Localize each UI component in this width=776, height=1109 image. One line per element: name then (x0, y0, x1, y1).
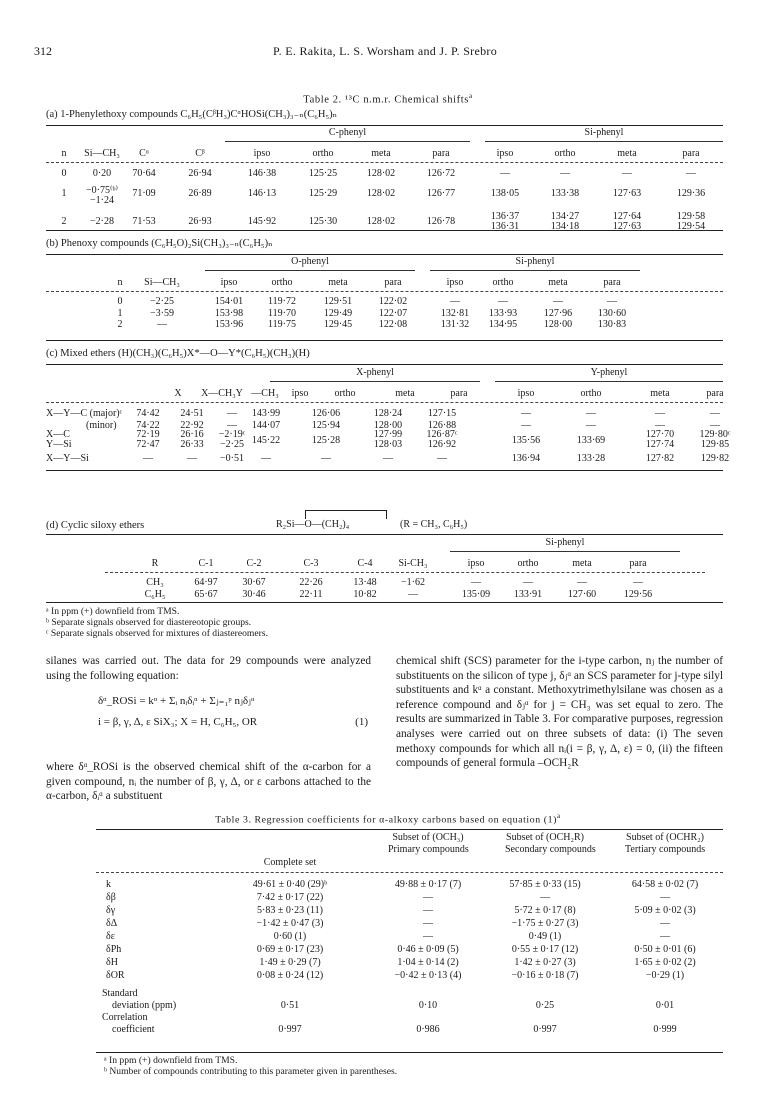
r-definition: (R = CH₃, C₆H₅) (400, 519, 468, 530)
cell-r0-c0: 0 (61, 168, 67, 179)
cell-b-r2-c0: 2 (117, 319, 123, 330)
cell-c-r2-c8: 135·56 (511, 435, 541, 446)
cell-b-r2-c2: 153·96 (214, 319, 244, 330)
cell-d-r0-c3: 22·26 (299, 577, 323, 588)
cell-b-r2-c9: 130·83 (597, 319, 627, 330)
col-header-b-3: ortho (271, 277, 293, 288)
cell-c-r1-c10: — (655, 420, 665, 431)
table2a-caption: (a) 1-Phenylethoxy compounds C₆H₅(CᵝH₃)CᵅHOSi(CH₃)₃₋ₙ(C₆H₅)ₙ (46, 109, 338, 120)
cell-r0-c2: 70·64 (132, 168, 156, 179)
cell-b-r1-c7: 133·93 (488, 307, 518, 319)
col-header-d-6: ipso (467, 558, 485, 569)
table3-stat-r1-c3: 0·997 (533, 1024, 557, 1035)
cell-c-r2-c10: 127·70 127·74 (645, 429, 675, 450)
table3-cell-r7-c3: −0·16 ± 0·18 (7) (511, 970, 579, 981)
col-header-b-5: para (384, 277, 402, 288)
cell-d-r1-c6: 135·09 (461, 588, 491, 600)
cell-c-r1-label: (minor) (86, 420, 117, 431)
y-phenyl-group-underline (495, 381, 723, 382)
cell-r1-c11: 129·36 (676, 188, 706, 199)
cell-b-r2-c5: 122·08 (378, 319, 408, 330)
cell-c-r1-c4: 144·07 (251, 420, 281, 431)
col-header-5: ortho (312, 148, 334, 159)
cell-c-r2-c6: 127·99 128·03 (373, 429, 403, 450)
cell-b-r0-c5: 122·02 (378, 296, 408, 307)
col-header-1: Si—CH₃ (84, 148, 120, 159)
cell-c-r0-c5: 126·06 (311, 408, 341, 419)
cell-c-r2-c7: 126·87ᶜ 126·92 (426, 429, 458, 450)
cell-b-r1-c9: 130·60 (597, 307, 627, 319)
cell-c-r1-c9: — (586, 420, 596, 431)
table3-cell-r4-c1: 0·60 (1) (273, 931, 307, 942)
table2-footnote-c: ᶜ Separate signals observed for mixtures of diastereomers. (46, 628, 268, 639)
table2d-top-rule (46, 534, 723, 535)
table3-cell-r0-c2: 49·88 ± 0·17 (7) (394, 879, 462, 890)
table3-cell-r5-c1: 0·69 ± 0·17 (23) (256, 944, 324, 955)
col-header-d-4: C-4 (357, 558, 373, 569)
table3-title: Table 3. Regression coefficients for α-alkoxy carbons based on equation $(1)^a$ (215, 812, 561, 826)
cell-d-r0-c5: −1·62 (401, 577, 425, 588)
col-header-d-1: C-1 (198, 558, 214, 569)
col-header-d-0: R (151, 558, 159, 569)
table2d-header-rule (105, 572, 705, 573)
x-phenyl-group: X-phenyl (356, 367, 394, 378)
cell-c-r2-c1: 72·19 72·47 (136, 429, 160, 450)
cell-c-r1-c6: 128·00 (373, 420, 403, 431)
cell-b-r1-c3: 119·70 (268, 307, 296, 319)
cell-d-r0-c1: 64·97 (194, 577, 218, 588)
cell-c-r0-c11: — (710, 408, 720, 419)
cell-r0-c3: 26·94 (188, 168, 212, 179)
table3-cell-r6-c2: 1·04 ± 0·14 (2) (397, 957, 459, 968)
table2d-caption: (d) Cyclic siloxy ethers (46, 520, 145, 531)
cell-d-r0-c8: — (577, 577, 587, 588)
table3-col-header-4-0: Subset of (OCHR₂) (626, 832, 704, 843)
table3-cell-r0-c3: 57·85 ± 0·33 (15) (509, 879, 581, 890)
table3-row-label-6: δH (106, 957, 118, 968)
col-header-c-3: ipso (291, 388, 309, 399)
cell-d-r0-c9: — (633, 577, 643, 588)
table3-row-label-1: δβ (106, 892, 116, 903)
table3-cell-r7-c4: −0·29 (1) (645, 970, 685, 981)
table3-cell-r4-c4: — (660, 931, 670, 942)
cell-b-r1-c1: −3·59 (150, 307, 174, 319)
table3-cell-r2-c3: 5·72 ± 0·17 (8) (514, 905, 576, 916)
cell-b-r0-c6: — (450, 296, 460, 307)
col-header-c-5: meta (395, 388, 415, 399)
table3-row-label-5: δPh (106, 944, 122, 955)
cell-d-r0-c2: 30·67 (242, 577, 266, 588)
table3-cell-r1-c3: — (540, 892, 550, 903)
table3-stat-r0-c3: 0·25 (535, 1000, 555, 1011)
col-header-d-2: C-2 (246, 558, 262, 569)
col-header-c-4: ortho (334, 388, 356, 399)
body-left-para2: where δᵅ_ROSi is the observed chemical shift of the α-carbon for a given compound, nᵢ the number of β, γ, Δ, or ε carbons attached to the α-carbon, δᵢᵅ a substituent (46, 761, 371, 803)
y-phenyl-group: Y-phenyl (590, 367, 628, 378)
cell-r2-c7: 126·78 (426, 216, 456, 227)
cell-r0-c5: 125·25 (308, 168, 338, 179)
cell-b-r0-c4: 129·51 (323, 296, 353, 307)
cell-d-r1-c7: 133·91 (513, 588, 543, 600)
cell-r2-c2: 71·53 (132, 216, 156, 227)
cell-b-r0-c0: 0 (117, 296, 123, 307)
cell-d-r0-c6: — (471, 577, 481, 588)
col-header-d-5: Si-CH₃ (398, 558, 428, 569)
cell-c-r0-c10: — (655, 408, 665, 419)
si-phenyl-group-b-underline (430, 270, 640, 271)
table3-stat-label-0-b: deviation (ppm) (112, 1000, 177, 1011)
col-header-b-2: ipso (220, 277, 238, 288)
table3-footnote-a: ᵃ In ppm (+) downfield from TMS. (104, 1055, 238, 1066)
table2-footnote-a: ᵃ In ppm (+) downfield from TMS. (46, 606, 180, 617)
table2a-top-rule (46, 125, 723, 126)
x-phenyl-group-underline (270, 381, 480, 382)
col-header-b-6: ipso (446, 277, 464, 288)
table3-cell-r4-c2: — (423, 931, 433, 942)
table3-stat-label-0-a: Standard (102, 988, 138, 999)
cell-r1-c0: 1 (61, 188, 67, 199)
table3-stat-label-1-a: Correlation (102, 1012, 148, 1023)
col-header-b-0: n (117, 277, 123, 288)
cell-r0-c8: — (500, 168, 510, 179)
cell-c-r2-c9: 133·69 (576, 435, 606, 446)
cell-c-r2-c4: 145·22 (251, 435, 281, 446)
table2a-header-rule (46, 162, 723, 163)
cell-c-r2-label: X—C Y—Si (46, 429, 72, 450)
col-header-7: para (432, 148, 450, 159)
table3-stat-r0-c1: 0·51 (280, 1000, 300, 1011)
page-number: 312 (34, 44, 52, 58)
col-header-11: para (682, 148, 700, 159)
equation-conditions: i = β, γ, Δ, ε SiX₃; X = H, C₆H₅, OR (1) (98, 715, 368, 728)
cell-c-r2-c3: −2·19ᶜ −2·25 (218, 429, 246, 450)
table3-cell-r6-c3: 1·42 ± 0·27 (3) (514, 957, 576, 968)
cell-r0-c10: — (622, 168, 632, 179)
col-header-3: Cᵝ (195, 148, 205, 159)
col-header-b-9: para (603, 277, 621, 288)
si-phenyl-group-underline (485, 141, 723, 142)
table3-cell-r1-c4: — (660, 892, 670, 903)
cell-d-r1-c9: 129·56 (623, 588, 653, 600)
cell-c-r3-c8: 136·94 (511, 453, 541, 464)
table3-cell-r5-c4: 0·50 ± 0·01 (6) (634, 944, 696, 955)
cell-b-r0-c7: — (498, 296, 508, 307)
author-line: P. E. Rakita, L. S. Worsham and J. P. Srebro (272, 44, 497, 58)
ring-bracket (305, 510, 387, 519)
table3-cell-r1-c1: 7·42 ± 0·17 (22) (256, 892, 324, 903)
table3-row-label-4: δε (106, 931, 115, 942)
cell-d-r1-c1: 65·67 (194, 588, 218, 600)
table2c-top-rule (46, 364, 723, 365)
table2b-top-rule (46, 254, 723, 255)
col-header-c-0: X (174, 388, 182, 399)
cell-r1-c4: 146·13 (247, 188, 277, 199)
table3-col-header-1-0: Complete set (263, 857, 317, 868)
col-header-0: n (61, 148, 67, 159)
cell-r1-c9: 133·38 (550, 188, 580, 199)
cell-b-r2-c3: 119·75 (268, 319, 296, 330)
cell-r1-c2: 71·09 (132, 188, 156, 199)
table3-col-header-3-1: Secondary compounds (505, 844, 596, 855)
cell-c-r3-c7: — (437, 453, 447, 464)
table3-cell-r6-c4: 1·65 ± 0·02 (2) (634, 957, 696, 968)
table2c-bottom-rule (46, 470, 723, 471)
equation-number: (1) (355, 715, 368, 728)
cell-c-r2-c5: 125·28 (311, 435, 341, 446)
col-header-c-10: para (706, 388, 724, 399)
col-header-b-8: meta (548, 277, 568, 288)
table3-cell-r2-c1: 5·83 ± 0·23 (11) (257, 905, 323, 916)
col-header-8: ipso (496, 148, 514, 159)
cell-r0-c1: 0·20 (92, 168, 112, 179)
cell-c-r3-c1: — (143, 453, 153, 464)
table3-col-header-2-1: Primary compounds (388, 844, 469, 855)
cell-r2-c11: 129·58 129·54 (676, 211, 706, 232)
table2-footnote-b: ᵇ Separate signals observed for diastereotopic groups. (46, 617, 252, 628)
cell-r2-c6: 128·02 (366, 216, 396, 227)
col-header-c-1: X—CH₃Y (201, 388, 243, 399)
col-header-d-8: meta (572, 558, 592, 569)
cell-d-r1-c8: 127·60 (567, 588, 597, 600)
table2c-header-rule (46, 402, 723, 403)
table3-cell-r4-c3: 0·49 (1) (528, 931, 562, 942)
col-header-d-3: C-3 (303, 558, 319, 569)
table3-top-rule (96, 829, 723, 830)
cell-r1-c10: 127·63 (612, 188, 642, 199)
table3-stat-r1-c4: 0·999 (653, 1024, 677, 1035)
table3-stat-r0-c4: 0·01 (655, 1000, 675, 1011)
table2-footnotes (46, 606, 268, 639)
table3-row-label-3: δΔ (106, 918, 118, 929)
cell-r2-c1: −2·28 (90, 216, 114, 227)
table2b-caption: (b) Phenoxy compounds (C₆H₅O)₂Si(CH₃)₃₋ₙ(C₆H₅)ₙ (46, 238, 273, 249)
cell-b-r1-c5: 122·07 (378, 307, 408, 319)
cell-b-r0-c2: 154·01 (214, 296, 244, 307)
cell-b-r1-c6: 132·81 (440, 307, 470, 319)
col-header-4: ipso (253, 148, 271, 159)
col-header-10: meta (617, 148, 637, 159)
cell-c-r1-c3: — (227, 420, 237, 431)
table3-cell-r3-c4: — (660, 918, 670, 929)
col-header-2: Cᵅ (139, 148, 149, 159)
table2d-bottom-rule (46, 602, 723, 603)
col-header-c-7: ipso (517, 388, 535, 399)
cell-r2-c4: 145·92 (247, 216, 277, 227)
col-header-c-9: meta (650, 388, 670, 399)
cell-r2-c9: 134·27 134·18 (550, 211, 580, 232)
cell-d-r1-c4: 10·82 (353, 588, 377, 600)
col-header-6: meta (371, 148, 391, 159)
cell-d-r0-c0: CH₃ (146, 577, 164, 588)
o-phenyl-group-underline (205, 270, 415, 271)
equation-main: δᵅ_ROSi = kᵅ + Σᵢ nᵢδᵢᵅ + Σⱼ₌₁ᵖ nⱼδⱼᵅ (98, 695, 255, 707)
table3-cell-r3-c3: −1·75 ± 0·27 (3) (511, 918, 579, 929)
cell-d-r1-c3: 22·11 (299, 588, 323, 600)
cell-c-r0-label: X—Y—C (major)ᶜ (46, 408, 123, 419)
table3-cell-r7-c2: −0·42 ± 0·13 (4) (394, 970, 462, 981)
cell-r1-c6: 128·02 (366, 188, 396, 199)
c-phenyl-group-underline (225, 141, 470, 142)
cell-d-r0-c7: — (523, 577, 533, 588)
cell-c-r2-c2: 26·16 26·33 (180, 429, 204, 450)
body-left-para1: silanes was carried out. The data for 29 compounds were analyzed using the following equation: (46, 655, 371, 682)
cell-r0-c9: — (560, 168, 570, 179)
col-header-c-8: ortho (580, 388, 602, 399)
cell-r1-c1: −0·75⁽ᵇ⁾ −1·24 (86, 185, 118, 206)
cell-c-r1-c5: 125·94 (311, 420, 341, 431)
table3-cell-r5-c2: 0·46 ± 0·09 (5) (397, 944, 459, 955)
cell-r1-c7: 126·77 (426, 188, 456, 199)
cell-c-r3-label: X—Y—Si (46, 453, 89, 464)
cell-b-r2-c4: 129·45 (323, 319, 353, 330)
table3-stat-r1-c2: 0·986 (416, 1024, 440, 1035)
cell-c-r3-c3: −0·51 (220, 453, 244, 464)
table3-stat-label-1-b: coefficient (112, 1024, 155, 1035)
table3-header-rule (96, 872, 723, 873)
cell-b-r1-c4: 129·49 (323, 307, 353, 319)
si-phenyl-group: Si-phenyl (584, 127, 624, 138)
cell-c-r3-c11: 129·82 (700, 453, 730, 464)
cell-b-r0-c8: — (553, 296, 563, 307)
table3-cell-r3-c2: — (423, 918, 433, 929)
col-header-d-7: ortho (517, 558, 539, 569)
cell-b-r2-c7: 134·95 (488, 319, 518, 330)
table3-cell-r0-c1: 49·61 ± 0·40 (29)ᵇ (252, 879, 328, 890)
table3-cell-r2-c2: — (423, 905, 433, 916)
equation-1 (58, 694, 388, 729)
cell-c-r0-c9: — (586, 408, 596, 419)
col-header-b-4: meta (328, 277, 348, 288)
cell-b-r2-c8: 128·00 (543, 319, 573, 330)
col-header-b-7: ortho (492, 277, 514, 288)
cell-r2-c3: 26·93 (188, 216, 212, 227)
cell-c-r3-c6: — (383, 453, 393, 464)
cell-r2-c10: 127·64 127·63 (612, 211, 642, 232)
cell-r0-c7: 126·72 (426, 168, 456, 179)
table3-col-header-3-0: Subset of (OCH₂R) (506, 832, 584, 843)
col-header-9: ortho (554, 148, 576, 159)
cell-b-r1-c8: 127·96 (543, 307, 573, 319)
cell-r1-c8: 138·05 (490, 188, 520, 199)
table3-cell-r0-c4: 64·58 ± 0·02 (7) (631, 879, 699, 890)
cell-c-r0-c2: 24·51 (180, 408, 204, 419)
si-phenyl-group-d-underline (450, 551, 680, 552)
table3-cell-r5-c3: 0·55 ± 0·17 (12) (511, 944, 579, 955)
table3-footnote-b: ᵇ Number of compounds contributing to this parameter given in parentheses. (104, 1066, 398, 1077)
cell-c-r3-c9: 133·28 (576, 453, 606, 464)
cell-d-r1-c2: 30·46 (242, 588, 266, 600)
cell-c-r3-c2: — (187, 453, 197, 464)
cell-b-r0-c1: −2·25 (150, 296, 174, 307)
cell-c-r3-c5: — (321, 453, 331, 464)
table2a-bottom-rule (46, 230, 723, 231)
si-phenyl-group-b: Si-phenyl (515, 256, 555, 267)
col-header-d-9: para (629, 558, 647, 569)
cell-r0-c11: — (686, 168, 696, 179)
cell-d-r1-c5: — (408, 588, 418, 600)
cell-d-r1-c0: C₆H₅ (144, 588, 166, 600)
table3-col-header-2-0: Subset of (OCH₃) (392, 832, 464, 843)
table2-title: Table 2. ¹³C n.m.r. Chemical shifts$^a$ (303, 92, 473, 106)
cell-c-r3-c10: 127·82 (645, 453, 675, 464)
table2b-header-rule (46, 291, 723, 292)
table2b-bottom-rule (46, 340, 723, 341)
cell-r1-c3: 26·89 (188, 188, 212, 199)
cell-r0-c6: 128·02 (366, 168, 396, 179)
table3-cell-r6-c1: 1·49 ± 0·29 (7) (259, 957, 321, 968)
table3-cell-r2-c4: 5·09 ± 0·02 (3) (634, 905, 696, 916)
col-header-b-1: Si—CH₃ (144, 277, 180, 288)
body-right-para: chemical shift (SCS) parameter for the i-type carbon, nⱼ the number of substituents on the silicon of type j, δⱼᵅ an SCS parameter for j-type silyl substituents and kᵅ a constant. Methoxytrimethylsilane was chosen as a reference compound and δⱼᵅ for j = CH₃ was set equal to zero. The results are summarized in Table 3. For comparative purposes, regression analyses were carried out on three subsets of data: (i) The seven methoxy compounds for which all nᵢ(i = β, γ, Δ, ε) = 0, (ii) the fifteen compounds of general formula –OCH₂R (396, 655, 723, 770)
table3-stat-r1-c1: 0·997 (278, 1024, 302, 1035)
table3-cell-r7-c1: 0·08 ± 0·24 (12) (256, 970, 324, 981)
col-header-c-6: para (450, 388, 468, 399)
table3-row-label-0: k (106, 879, 111, 890)
cell-c-r0-c8: — (521, 408, 531, 419)
cell-b-r2-c1: — (157, 319, 167, 330)
cell-c-r0-c4: 143·99 (251, 408, 281, 419)
cell-c-r2-c11: 129·80ᶜ 129·85 (699, 429, 731, 450)
cell-c-r1-c7: 126·88 (427, 420, 457, 431)
table3-row-label-2: δγ (106, 905, 116, 916)
cell-r2-c0: 2 (61, 216, 67, 227)
cell-c-r1-c11: — (710, 420, 720, 431)
table3-cell-r3-c1: −1·42 ± 0·47 (3) (256, 918, 324, 929)
cell-c-r0-c7: 127·15 (427, 408, 457, 419)
cell-b-r0-c3: 119·72 (268, 296, 296, 307)
o-phenyl-group: O-phenyl (291, 256, 329, 267)
table3-row-label-7: δOR (106, 970, 125, 981)
cyclic-structure: R₂Si—O—(CH₂)₄ (276, 519, 350, 530)
cell-r1-c5: 125·29 (308, 188, 338, 199)
cell-c-r1-c8: — (521, 420, 531, 431)
cell-b-r0-c9: — (607, 296, 617, 307)
table3-cell-r1-c2: — (423, 892, 433, 903)
cell-r2-c8: 136·37 136·31 (490, 211, 520, 232)
cell-b-r1-c0: 1 (117, 307, 123, 319)
cell-d-r0-c4: 13·48 (353, 577, 377, 588)
table3-bottom-rule (96, 1052, 723, 1053)
table3-stat-r0-c2: 0·10 (418, 1000, 438, 1011)
cell-r0-c4: 146·38 (247, 168, 277, 179)
col-header-c-2: —CH₃ (251, 388, 279, 399)
cell-r2-c5: 125·30 (308, 216, 338, 227)
table3-col-header-4-1: Tertiary compounds (625, 844, 706, 855)
table2c-caption: (c) Mixed ethers (H)(CH₃)(C₆H₅)X*—O—Y*(C₆H₅)(CH₃)(H) (46, 348, 310, 359)
si-phenyl-group-d: Si-phenyl (545, 537, 585, 548)
cell-c-r3-c4: — (261, 453, 271, 464)
cell-b-r1-c2: 153·98 (214, 307, 244, 319)
cell-c-r1-c1: 74·22 (136, 420, 160, 431)
table3-footnotes (104, 1055, 397, 1077)
c-phenyl-group: C-phenyl (328, 127, 367, 138)
cell-c-r1-c2: 22·92 (180, 420, 204, 431)
cell-c-r0-c3: — (227, 408, 237, 419)
cell-c-r0-c6: 128·24 (373, 408, 403, 419)
cell-c-r0-c1: 74·42 (136, 408, 160, 419)
cell-b-r2-c6: 131·32 (440, 319, 470, 330)
